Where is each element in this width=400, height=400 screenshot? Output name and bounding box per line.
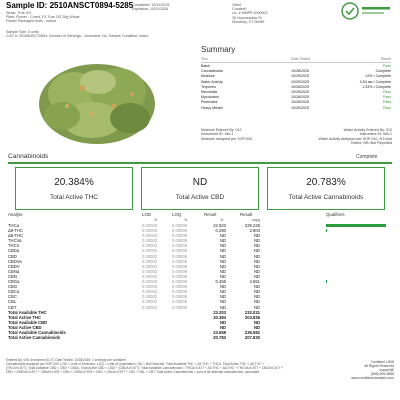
summary-col-result: Result xyxy=(380,57,391,61)
analyte-name: Δ8-THC xyxy=(8,233,24,239)
analyte-lod: 0.00002 xyxy=(142,289,158,295)
analyte-result-pct: ND xyxy=(219,243,226,249)
signature-block xyxy=(336,360,394,380)
analyte-lod: 0.00003 xyxy=(142,233,158,239)
unit-lod: % xyxy=(154,218,158,222)
analyte-name: Δ9-THC xyxy=(8,228,24,234)
analyte-loq: 0.00006 xyxy=(172,299,188,305)
analyte-lod: 0.00002 xyxy=(142,258,158,264)
analyte-name: Total Available THC xyxy=(8,309,47,315)
analyte-name: CBGa xyxy=(8,279,20,285)
analyte-name: CBL xyxy=(8,299,17,305)
analyte-result-pct: ND xyxy=(219,289,226,295)
analyte-loq: 0.00006 xyxy=(172,304,188,310)
analyte-loq: 0.00006 xyxy=(172,253,188,259)
analyte-result-pct: 22.923 xyxy=(213,223,226,228)
summary-row xyxy=(201,106,391,111)
analyte-name: CBCa xyxy=(8,289,20,295)
total-active-cbd-label: Total Active CBD xyxy=(175,194,225,201)
analyte-result-pct: ND xyxy=(219,233,226,239)
signature-line: support@ xyxy=(379,368,394,372)
client-street: 36 Hopmeadow St xyxy=(232,15,262,20)
analyte-result-mg: ND xyxy=(253,294,260,300)
analyte-name: CBD xyxy=(8,253,17,259)
total-active-cannabinoids-box xyxy=(267,167,385,210)
col-lod: LOD xyxy=(142,212,152,217)
total-active-thc-value: 20.384% xyxy=(54,177,94,188)
analyte-result-mg: 207.830 xyxy=(244,335,260,341)
footnote-line: CBD + CBDVA×0.877 + CBNA×0.876 + CBN + CBGA×0.878 + CBG + CBCA×0.877 + CBC + CBL + CBT. Total Active Cannabinoids = sum of all detected cannabinoids, calculated xyxy=(6,370,260,374)
analyte-result-mg: ND xyxy=(253,263,260,269)
analyte-lod: 0.00003 xyxy=(142,238,158,244)
water-sop: Water Activity analyzed per SOP-010. NT=Not xyxy=(318,136,392,141)
flower-sample-photo xyxy=(22,44,172,154)
summary-date: 10/29/2025 xyxy=(291,79,309,84)
summary-test: Water Activity xyxy=(201,79,223,84)
cannabinoid-row xyxy=(8,335,392,340)
analyte-name: THCa xyxy=(8,223,19,228)
analyte-lod: 0.00003 xyxy=(142,228,158,234)
analyte-name: CBDa xyxy=(8,248,20,254)
analyte-result-mg: 236.582 xyxy=(244,329,260,335)
cannabinoids-status: Complete xyxy=(356,154,378,160)
summary-date: 10/30/2025 xyxy=(291,105,309,110)
analyte-name: CBC xyxy=(8,294,17,300)
summary-result: Pass xyxy=(383,89,391,94)
total-active-cannabinoids-value: 20.783% xyxy=(306,177,346,188)
analyte-result-mg: ND xyxy=(253,319,260,325)
summary-date: 10/29/2025 xyxy=(291,74,309,79)
analyte-name: Total Available Cannabinoids xyxy=(8,329,66,335)
summary-date: 10/28/2025 xyxy=(291,69,309,74)
summary-test: Pesticides xyxy=(201,100,218,105)
water-activity-info xyxy=(292,128,392,146)
moisture-info xyxy=(201,128,252,141)
expiration-date: Expiration: 10/31/2026 xyxy=(132,7,168,12)
analyte-name: Total Active THC xyxy=(8,314,42,320)
analyte-result-mg: 203.836 xyxy=(244,314,260,320)
analyte-result-pct: ND xyxy=(219,324,226,330)
product-line: Plant, Flower - Cured, FX True OG 28g Whole xyxy=(6,15,80,20)
analyte-result-pct: ND xyxy=(219,258,226,264)
analyte-result-pct: ND xyxy=(219,253,226,259)
analyte-name: CBT xyxy=(8,304,17,310)
col-qualifiers: Qualifiers xyxy=(326,212,345,217)
sample-info xyxy=(6,30,148,38)
dates-block xyxy=(132,3,169,11)
analyte-result-pct: ND xyxy=(219,268,226,274)
analyte-lod: 0.00002 xyxy=(142,299,158,305)
analyte-name: Total Available CBD xyxy=(8,319,48,325)
summary-title: Summary xyxy=(201,45,236,54)
client-name: Curaleaf xyxy=(232,7,246,12)
col-loq: LOQ xyxy=(172,212,182,217)
analyte-loq: 0.00006 xyxy=(172,243,188,249)
analyte-name: CBDVa xyxy=(8,258,22,264)
analyte-loq: 0.00009 xyxy=(172,233,188,239)
analyte-loq: 0.00009 xyxy=(172,228,188,234)
col-result-pct: Result xyxy=(204,212,217,217)
analyte-loq: 0.00006 xyxy=(172,289,188,295)
lab-logo xyxy=(340,1,394,21)
total-active-thc-label: Total Active THC xyxy=(50,194,98,201)
summary-date: 10/28/2025 xyxy=(291,89,309,94)
sample-size: Sample Size: 5 units xyxy=(6,30,39,34)
footnote-line: Entered By: 005; Instrument ID: E, Date Tested: 10/28/2025; 1 servings per container xyxy=(6,358,126,362)
qualifier-bar xyxy=(326,229,327,231)
footnote-line: (THCA×0.877). Total Available CBD = CBD + CBDA. Total Active CBD = CBD + (CBDA×0.877). Total Available Cannabinoids = THCA×0.877 + Δ9-THC + Δ8-THC + THCVA×0.877 + CBDA×0.877 + xyxy=(6,366,284,370)
analyte-result-mg: ND xyxy=(253,299,260,305)
summary-date: 10/28/2025 xyxy=(291,95,309,100)
summary-col-date: Date Tested xyxy=(291,57,311,61)
moisture-instrument: Instrument ID: MA-1 xyxy=(201,132,234,137)
signature-line: www.confidentcannabis.com xyxy=(351,376,394,380)
analyte-result-mg: ND xyxy=(253,258,260,264)
summary-result: Pass xyxy=(383,95,391,100)
client-block xyxy=(232,3,268,24)
total-active-thc-box xyxy=(15,167,133,210)
section-divider xyxy=(8,162,392,164)
analyte-loq: 0.00006 xyxy=(172,263,188,269)
category-line: Flower Packaged Units - Indica xyxy=(6,19,56,24)
analyte-result-mg: ND xyxy=(253,253,260,259)
analyte-result-pct: 0.455 xyxy=(215,279,226,285)
analyte-result-pct: ND xyxy=(219,294,226,300)
analyte-result-pct: ND xyxy=(219,263,226,269)
client-license: Lic. # MMPR.0000003 xyxy=(232,11,268,16)
analyte-lod: 0.00002 xyxy=(142,248,158,254)
client-city: Simsbury, CT 06089 xyxy=(232,19,265,24)
analyte-loq: 0.00006 xyxy=(172,294,188,300)
water-instrument: Instrument ID: WA-1 xyxy=(359,132,392,137)
analyte-loq: 0.00006 xyxy=(172,273,188,279)
summary-test: Batch xyxy=(201,64,211,68)
qualifier-bar xyxy=(326,280,327,282)
analyte-loq: 0.00009 xyxy=(172,279,188,285)
analyte-result-mg: ND xyxy=(253,304,260,310)
analyte-result-mg: ND xyxy=(253,238,260,244)
sample-id: Sample ID: 2510ANSCT0894-5285 xyxy=(6,1,134,10)
analyte-result-pct: 0.280 xyxy=(215,228,226,234)
total-active-cbd-value: ND xyxy=(192,177,208,188)
summary-result: Pass xyxy=(383,105,391,110)
signature-line: (866) 506-5866 xyxy=(370,372,394,376)
summary-result: Pass xyxy=(383,64,391,68)
col-result-mg: Result xyxy=(240,212,253,217)
water-notes: Tested, NR=Not Reported xyxy=(350,141,392,146)
summary-date: 10/28/2025 xyxy=(291,100,309,105)
analyte-result-mg: ND xyxy=(253,268,260,274)
analyte-loq: 0.00009 xyxy=(172,268,188,274)
analyte-loq: 0.00006 xyxy=(172,258,188,264)
analyte-name: Total Active CBD xyxy=(8,324,42,330)
methods-footnote xyxy=(6,358,336,374)
analyte-name: Total Active Cannabinoids xyxy=(8,335,61,341)
sample-strain-info xyxy=(6,11,80,24)
unit-result: % xyxy=(220,218,224,222)
summary-table xyxy=(201,64,391,111)
summary-test: Mycotoxins xyxy=(201,95,219,100)
analyte-lod: 0.00003 xyxy=(142,279,158,285)
analyte-result-pct: ND xyxy=(219,304,226,310)
analyte-lod: 0.00002 xyxy=(142,294,158,300)
analyte-result-mg: 229.226 xyxy=(244,223,260,228)
analyte-lod: 0.00002 xyxy=(142,263,158,269)
summary-header xyxy=(201,57,391,63)
qualifier-bar xyxy=(326,224,386,226)
analyte-name: THCVa xyxy=(8,238,22,244)
analyte-name: CBN xyxy=(8,273,17,279)
analyte-lod: 0.00003 xyxy=(142,284,158,290)
analyte-lod: 0.00002 xyxy=(142,304,158,310)
analyte-result-mg: 4.551 xyxy=(249,279,260,285)
water-entered: Water Activity Entered By: 012 xyxy=(343,128,392,132)
summary-test: Cannabinoids xyxy=(201,69,223,74)
analyte-result-pct: ND xyxy=(219,319,226,325)
total-active-cannabinoids-label: Total Active Cannabinoids xyxy=(288,194,364,201)
unit-result-mg: mg/g xyxy=(252,218,260,222)
analyte-name: CBDV xyxy=(8,263,20,269)
analyte-result-pct: ND xyxy=(219,284,226,290)
summary-col-test: Test xyxy=(201,57,208,61)
analyte-lod: 0.00002 xyxy=(142,243,158,249)
analyte-name: CBG xyxy=(8,284,18,290)
analyte-result-mg: ND xyxy=(253,289,260,295)
analyte-result-mg: ND xyxy=(253,243,260,249)
analyte-result-mg: 2.804 xyxy=(249,228,260,234)
summary-result: 13% • Complete xyxy=(365,74,391,79)
analyte-result-mg: ND xyxy=(253,324,260,330)
summary-result: Complete xyxy=(375,69,391,74)
summary-test: Moisture xyxy=(201,74,215,79)
analyte-loq: 0.00009 xyxy=(172,284,188,290)
analyte-result-mg: 232.031 xyxy=(244,309,260,315)
analyte-lod: 0.00003 xyxy=(142,223,158,228)
moisture-entered: Moisture Entered By: 012 xyxy=(201,128,242,132)
analyte-lod: 0.00003 xyxy=(142,268,158,274)
analyte-name: THCV xyxy=(8,243,20,249)
total-active-cbd-box xyxy=(141,167,259,210)
analyte-name: CBNa xyxy=(8,268,20,274)
unit-loq: % xyxy=(184,218,188,222)
strain-line: Strain: True OG xyxy=(6,11,32,15)
analyte-loq: 0.00006 xyxy=(172,248,188,254)
analyte-result-pct: ND xyxy=(219,248,226,254)
analyte-result-pct: ND xyxy=(219,273,226,279)
analyte-result-pct: 23.658 xyxy=(213,329,226,335)
summary-result: 0.54 aw • Complete xyxy=(359,79,391,84)
analyte-result-mg: ND xyxy=(253,248,260,254)
summary-test: Heavy Metals xyxy=(201,105,223,110)
completed-date: Completed: 10/31/2025 xyxy=(132,3,170,7)
analyte-result-mg: ND xyxy=(253,284,260,290)
analyte-lod: 0.00002 xyxy=(142,253,158,259)
analyte-result-pct: 20.384 xyxy=(213,314,226,320)
cannabinoid-table xyxy=(8,223,392,340)
analyte-loq: 0.00009 xyxy=(172,238,188,244)
signature-line: Confident LIMS xyxy=(370,360,394,364)
moisture-sop: Moisture analyzed per SOP-004 xyxy=(201,136,253,141)
analyte-result-pct: ND xyxy=(219,238,226,244)
analyte-loq: 0.00009 xyxy=(172,223,188,228)
summary-test: Microbials xyxy=(201,89,218,94)
analyte-result-pct: 20.783 xyxy=(213,335,226,341)
analyte-result-mg: ND xyxy=(253,273,260,279)
signature-line: All Rights Reserved xyxy=(364,364,394,368)
analyte-lod: 0.00002 xyxy=(142,273,158,279)
summary-result: 1.33% • Complete xyxy=(362,84,391,89)
coc-line: COC #: 2510ANSCT0894; Number of Servings: ; Amended: No; Sample Condition: Intact xyxy=(6,34,148,39)
summary-date: 10/28/2025 xyxy=(291,84,309,89)
client-label: Client xyxy=(232,3,242,7)
col-analyte: Analyte xyxy=(8,212,23,217)
analyte-result-mg: ND xyxy=(253,233,260,239)
summary-test: Terpenes xyxy=(201,84,216,89)
cannabinoids-title: Cannabinoids xyxy=(8,153,49,160)
analyte-result-pct: 23.203 xyxy=(213,309,226,315)
footnote-line: Cannabinoids analyzed per SOP-009. LOD = Limit of Detection, LOQ = Limit of Quantitation, ND = Not Detected. Total Available THC = Δ9-THC + THCA. Total Active THC = Δ9-THC + xyxy=(6,362,265,366)
summary-result: Pass xyxy=(383,100,391,105)
analyte-result-pct: ND xyxy=(219,299,226,305)
